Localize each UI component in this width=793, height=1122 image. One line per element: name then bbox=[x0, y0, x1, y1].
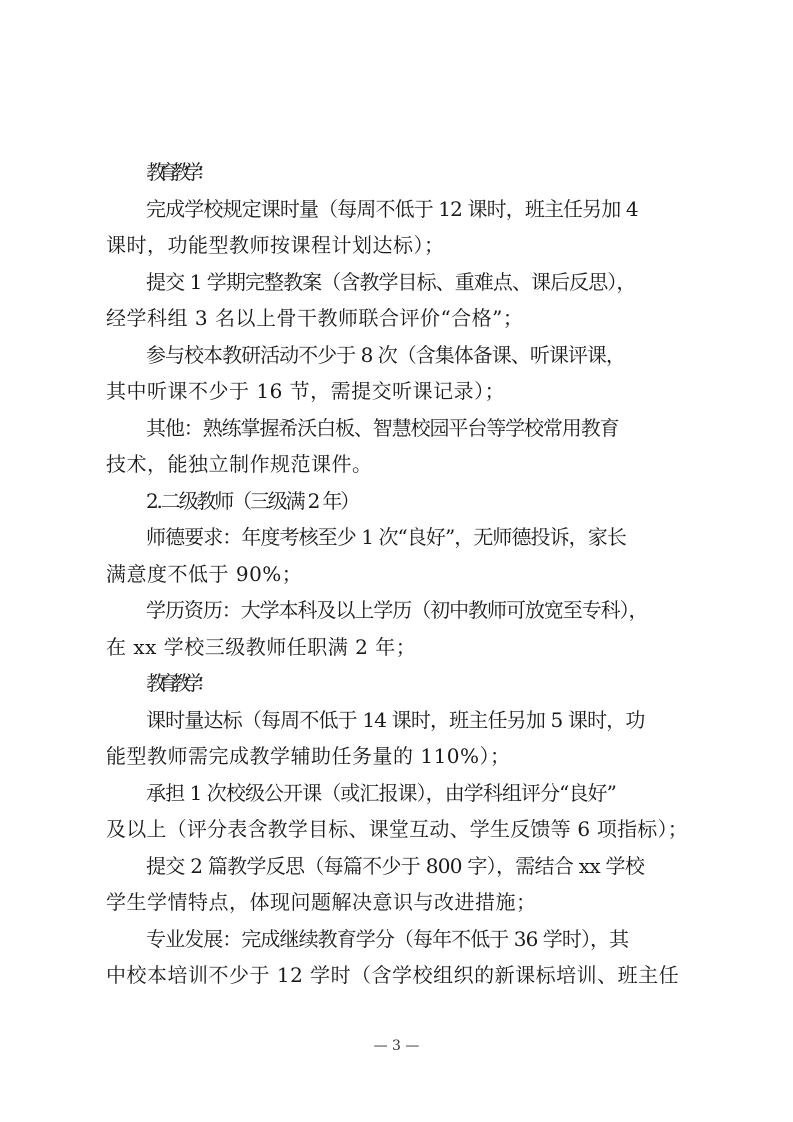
paragraph bbox=[106, 921, 688, 994]
paragraph-line: 课时，功能型教师按课程计划达标）； bbox=[106, 233, 445, 257]
paragraph-line: 2.二级教师（三级满 2 年） bbox=[146, 488, 359, 513]
page-number: — 3 — bbox=[373, 1038, 420, 1054]
paragraph-line: 学历资历：大学本科及以上学历（初中教师可放宽至专科）， bbox=[146, 598, 648, 622]
paragraph-line: 其他：熟练掌握希沃白板、智慧校园平台等学校常用教育 bbox=[146, 415, 619, 440]
paragraph bbox=[106, 665, 688, 702]
paragraph-line: 中校本培训不少于 12 学时（含学校组织的新课标培训、班主任 bbox=[106, 963, 680, 987]
paragraph-line: 及以上（评分表含教学目标、课堂互动、学生反馈等 6 项指标）； bbox=[106, 817, 688, 841]
paragraph-line: 教育教学： bbox=[146, 671, 209, 695]
paragraph bbox=[106, 592, 688, 665]
paragraph-line: 经学科组 3 名以上骨干教师联合评价“合格”； bbox=[106, 306, 524, 330]
paragraph-line: 提交 1 学期完整教案（含教学目标、重难点、课后反思）， bbox=[146, 269, 636, 294]
paragraph bbox=[106, 848, 688, 921]
paragraph-line: 专业发展：完成继续教育学分（每年不低于 36 学时），其 bbox=[146, 926, 629, 951]
paragraph-line: 师德要求：年度考核至少 1 次“良好”，无师德投诉，家长 bbox=[146, 525, 626, 549]
paragraph bbox=[106, 519, 688, 592]
document-body bbox=[106, 154, 688, 994]
paragraph-line: 技术，能独立制作规范课件。 bbox=[106, 452, 373, 476]
paragraph-line: 提交 2 篇教学反思（每篇不少于 800 字），需结合 xx 学校 bbox=[146, 853, 645, 878]
paragraph-line: 其中听课不少于 16 节，需提交听课记录）； bbox=[106, 379, 506, 403]
paragraph-line: 参与校本教研活动不少于 8 次（含集体备课、听课评课， bbox=[146, 342, 625, 367]
paragraph bbox=[106, 775, 688, 848]
paragraph-line: 能型教师需完成教学辅助任务量的 110%）； bbox=[106, 744, 511, 768]
paragraph bbox=[106, 191, 688, 264]
paragraph bbox=[106, 264, 688, 337]
paragraph bbox=[106, 337, 688, 410]
paragraph bbox=[106, 154, 688, 191]
paragraph-line: 课时量达标（每周不低于 14 课时，班主任另加 5 课时，功 bbox=[146, 707, 645, 732]
paragraph-line: 在 xx 学校三级教师任职满 2 年； bbox=[106, 634, 417, 659]
paragraph-line: 满意度不低于 90%； bbox=[106, 561, 303, 586]
paragraph-line: 承担 1 次校级公开课（或汇报课），由学科组评分“良好” bbox=[146, 780, 616, 805]
paragraph bbox=[106, 702, 688, 775]
paragraph-line: 教育教学： bbox=[146, 160, 209, 184]
paragraph-line: 完成学校规定课时量（每周不低于 12 课时，班主任另加 4 bbox=[146, 196, 638, 221]
paragraph bbox=[106, 410, 688, 483]
paragraph-line: 学生学情特点，体现问题解决意识与改进措施； bbox=[106, 890, 537, 914]
paragraph bbox=[106, 483, 688, 520]
